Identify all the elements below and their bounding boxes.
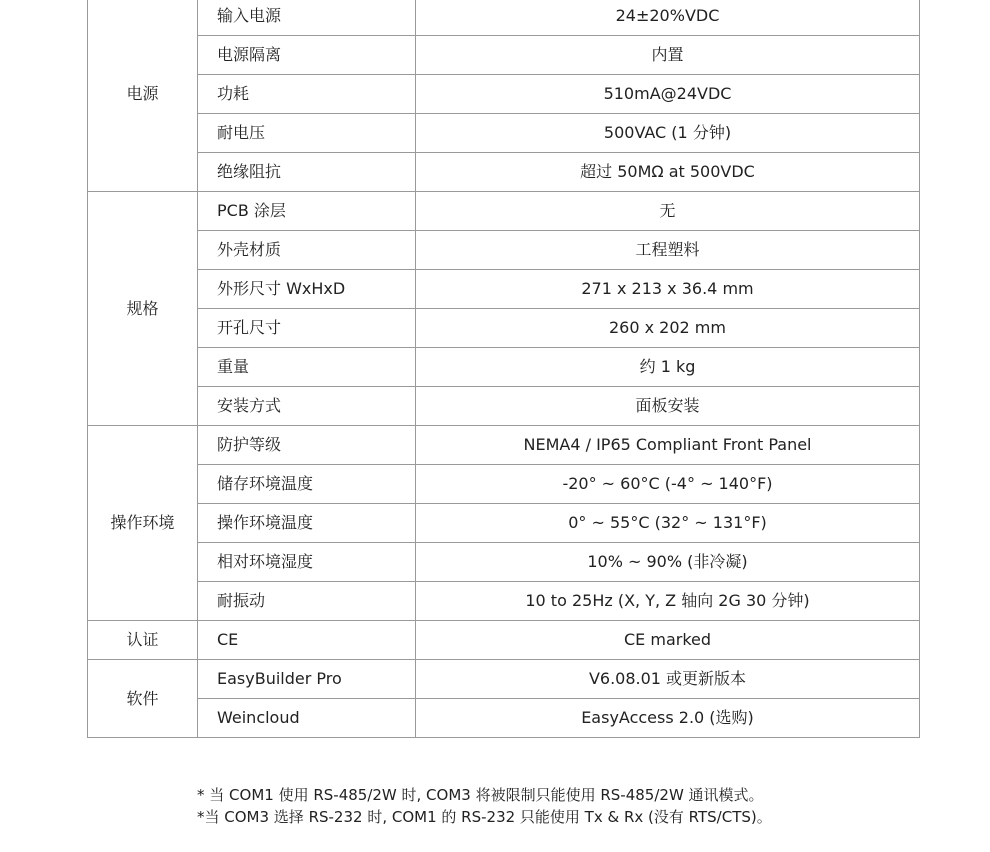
spec-item: 耐振动	[198, 582, 416, 621]
spec-item: 电源隔离	[198, 36, 416, 75]
table-row	[88, 0, 920, 36]
table-row	[88, 426, 920, 465]
spec-value: EasyAccess 2.0 (选购)	[416, 699, 920, 738]
spec-table	[87, 0, 920, 738]
spec-value: 500VAC (1 分钟)	[416, 114, 920, 153]
table-row	[88, 153, 920, 192]
table-row	[88, 660, 920, 699]
footnote-com1-rs485: * 当 COM1 使用 RS-485/2W 时, COM3 将被限制只能使用 RS-485/2W 通讯模式。	[197, 786, 764, 804]
spec-value: 24±20%VDC	[416, 0, 920, 36]
table-row	[88, 270, 920, 309]
table-row	[88, 114, 920, 153]
table-row	[88, 699, 920, 738]
table-row	[88, 36, 920, 75]
spec-item: 外形尺寸 WxHxD	[198, 270, 416, 309]
spec-item: CE	[198, 621, 416, 660]
spec-value: CE marked	[416, 621, 920, 660]
table-row	[88, 192, 920, 231]
spec-item: EasyBuilder Pro	[198, 660, 416, 699]
spec-item: 安装方式	[198, 387, 416, 426]
spec-item: 储存环境温度	[198, 465, 416, 504]
category-cell-power: 电源	[88, 0, 198, 192]
spec-value: 工程塑料	[416, 231, 920, 270]
footnote-com3-rs232: *当 COM3 选择 RS-232 时, COM1 的 RS-232 只能使用 Tx & Rx (没有 RTS/CTS)。	[197, 808, 772, 826]
spec-value: 10% ~ 90% (非冷凝)	[416, 543, 920, 582]
spec-item: 防护等级	[198, 426, 416, 465]
table-row	[88, 465, 920, 504]
spec-item: Weincloud	[198, 699, 416, 738]
spec-item: 外壳材质	[198, 231, 416, 270]
table-row	[88, 504, 920, 543]
spec-value: 260 x 202 mm	[416, 309, 920, 348]
spec-item: 重量	[198, 348, 416, 387]
spec-item: 开孔尺寸	[198, 309, 416, 348]
category-cell-software: 软件	[88, 660, 198, 738]
category-cell-environment: 操作环境	[88, 426, 198, 621]
spec-value: 510mA@24VDC	[416, 75, 920, 114]
spec-item: 耐电压	[198, 114, 416, 153]
spec-value: 10 to 25Hz (X, Y, Z 轴向 2G 30 分钟)	[416, 582, 920, 621]
spec-value: 无	[416, 192, 920, 231]
spec-value: 内置	[416, 36, 920, 75]
table-row	[88, 75, 920, 114]
spec-value: 超过 50MΩ at 500VDC	[416, 153, 920, 192]
spec-item: 功耗	[198, 75, 416, 114]
spec-item: PCB 涂层	[198, 192, 416, 231]
spec-value: 271 x 213 x 36.4 mm	[416, 270, 920, 309]
table-row	[88, 309, 920, 348]
table-row	[88, 621, 920, 660]
spec-item: 操作环境温度	[198, 504, 416, 543]
table-row	[88, 543, 920, 582]
table-row	[88, 348, 920, 387]
spec-item: 输入电源	[198, 0, 416, 36]
spec-value: 面板安装	[416, 387, 920, 426]
spec-value: 约 1 kg	[416, 348, 920, 387]
table-row	[88, 231, 920, 270]
spec-item: 绝缘阻抗	[198, 153, 416, 192]
table-row	[88, 387, 920, 426]
spec-item: 相对环境湿度	[198, 543, 416, 582]
table-row	[88, 582, 920, 621]
spec-value: -20° ~ 60°C (-4° ~ 140°F)	[416, 465, 920, 504]
category-cell-specs: 规格	[88, 192, 198, 426]
footnotes	[197, 784, 937, 828]
spec-value: V6.08.01 或更新版本	[416, 660, 920, 699]
spec-value: NEMA4 / IP65 Compliant Front Panel	[416, 426, 920, 465]
spec-value: 0° ~ 55°C (32° ~ 131°F)	[416, 504, 920, 543]
category-cell-certification: 认证	[88, 621, 198, 660]
